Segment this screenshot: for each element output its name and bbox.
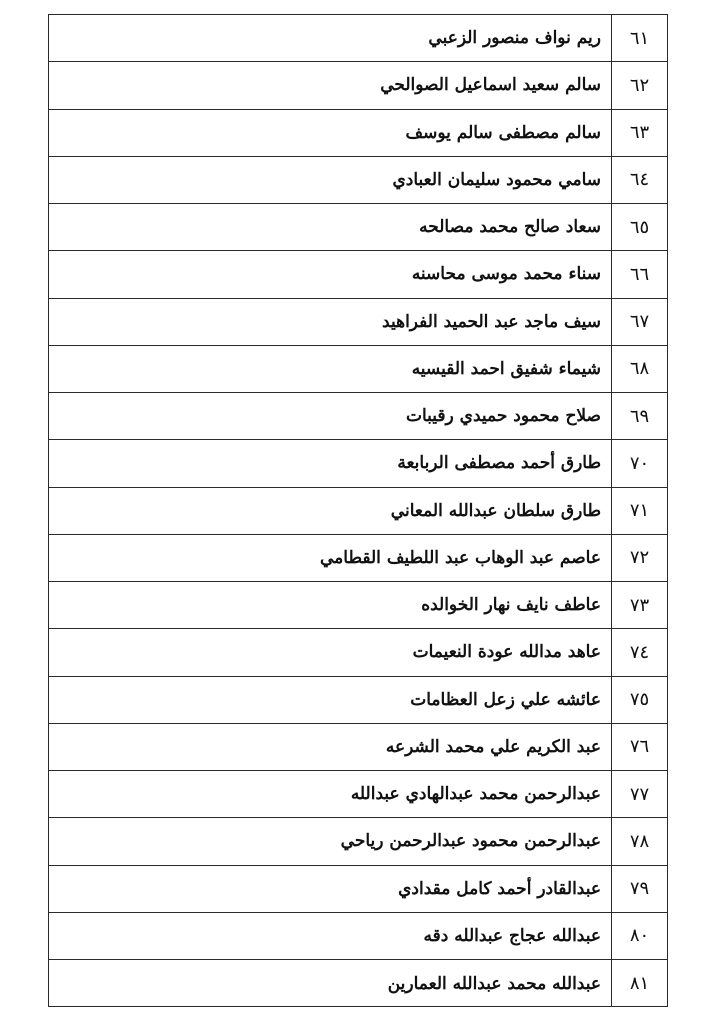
row-name: سالم مصطفى سالم يوسف — [405, 122, 601, 143]
row-name: سيف ماجد عبد الحميد الفراهيد — [382, 311, 601, 332]
row-number: ٧٤ — [611, 629, 667, 675]
table-row — [49, 62, 667, 109]
table-row — [49, 488, 667, 535]
row-number: ٦٤ — [611, 157, 667, 203]
row-number: ٦٧ — [611, 299, 667, 345]
row-number: ٧٧ — [611, 771, 667, 817]
table-row — [49, 677, 667, 724]
table-row — [49, 346, 667, 393]
table-row — [49, 440, 667, 487]
row-name: عبدالرحمن محمد عبدالهادي عبدالله — [350, 784, 601, 805]
row-name: عاطف نايف نهار الخوالده — [421, 595, 601, 616]
table-row — [49, 299, 667, 346]
row-name: طارق سلطان عبدالله المعاني — [390, 500, 601, 521]
row-name: طارق أحمد مصطفى الربابعة — [397, 453, 601, 474]
row-number: ٧١ — [611, 488, 667, 534]
row-name: سامي محمود سليمان العبادي — [392, 169, 601, 190]
table-row — [49, 204, 667, 251]
row-number: ٧٩ — [611, 866, 667, 912]
row-name: سناء محمد موسى محاسنه — [411, 264, 601, 285]
row-name: عاصم عبد الوهاب عبد اللطيف القطامي — [320, 547, 601, 568]
table-row — [49, 393, 667, 440]
row-number: ٦٦ — [611, 251, 667, 297]
table-row — [49, 913, 667, 960]
table-row — [49, 866, 667, 913]
row-name: شيماء شفيق احمد القيسيه — [411, 358, 601, 379]
row-number: ٨١ — [611, 960, 667, 1007]
table-row — [49, 960, 667, 1007]
row-name: عاهد مدالله عودة النعيمات — [412, 642, 601, 663]
row-number: ٦١ — [611, 15, 667, 61]
row-number: ٦٢ — [611, 62, 667, 108]
row-number: ٦٥ — [611, 204, 667, 250]
table-row — [49, 818, 667, 865]
table-row — [49, 110, 667, 157]
row-name: ريم نواف منصور الزعبي — [428, 28, 601, 49]
row-name: عبدالقادر أحمد كامل مقدادي — [398, 878, 601, 899]
table-row — [49, 157, 667, 204]
table-row — [49, 535, 667, 582]
names-table — [48, 14, 668, 1007]
row-number: ٦٣ — [611, 110, 667, 156]
row-name: عبد الكريم علي محمد الشرعه — [385, 736, 601, 757]
table-row — [49, 724, 667, 771]
row-name: صلاح محمود حميدي رقيبات — [405, 406, 601, 427]
table-row — [49, 15, 667, 62]
table-row — [49, 251, 667, 298]
row-name: عبدالله عجاج عبدالله دقه — [423, 925, 601, 946]
row-name: عبدالله محمد عبدالله العمارين — [387, 973, 601, 994]
row-name: سعاد صالح محمد مصالحه — [419, 217, 601, 238]
row-number: ٨٠ — [611, 913, 667, 959]
row-name: عبدالرحمن محمود عبدالرحمن رياحي — [340, 831, 601, 852]
row-number: ٦٨ — [611, 346, 667, 392]
row-number: ٧٢ — [611, 535, 667, 581]
table-row — [49, 582, 667, 629]
row-name: سالم سعيد اسماعيل الصوالحي — [380, 75, 601, 96]
row-number: ٧٥ — [611, 677, 667, 723]
row-name: عائشه علي زعل العظامات — [410, 689, 601, 710]
row-number: ٧٣ — [611, 582, 667, 628]
row-number: ٧٠ — [611, 440, 667, 486]
table-row — [49, 771, 667, 818]
row-number: ٧٦ — [611, 724, 667, 770]
table-row — [49, 629, 667, 676]
row-number: ٧٨ — [611, 818, 667, 864]
row-number: ٦٩ — [611, 393, 667, 439]
